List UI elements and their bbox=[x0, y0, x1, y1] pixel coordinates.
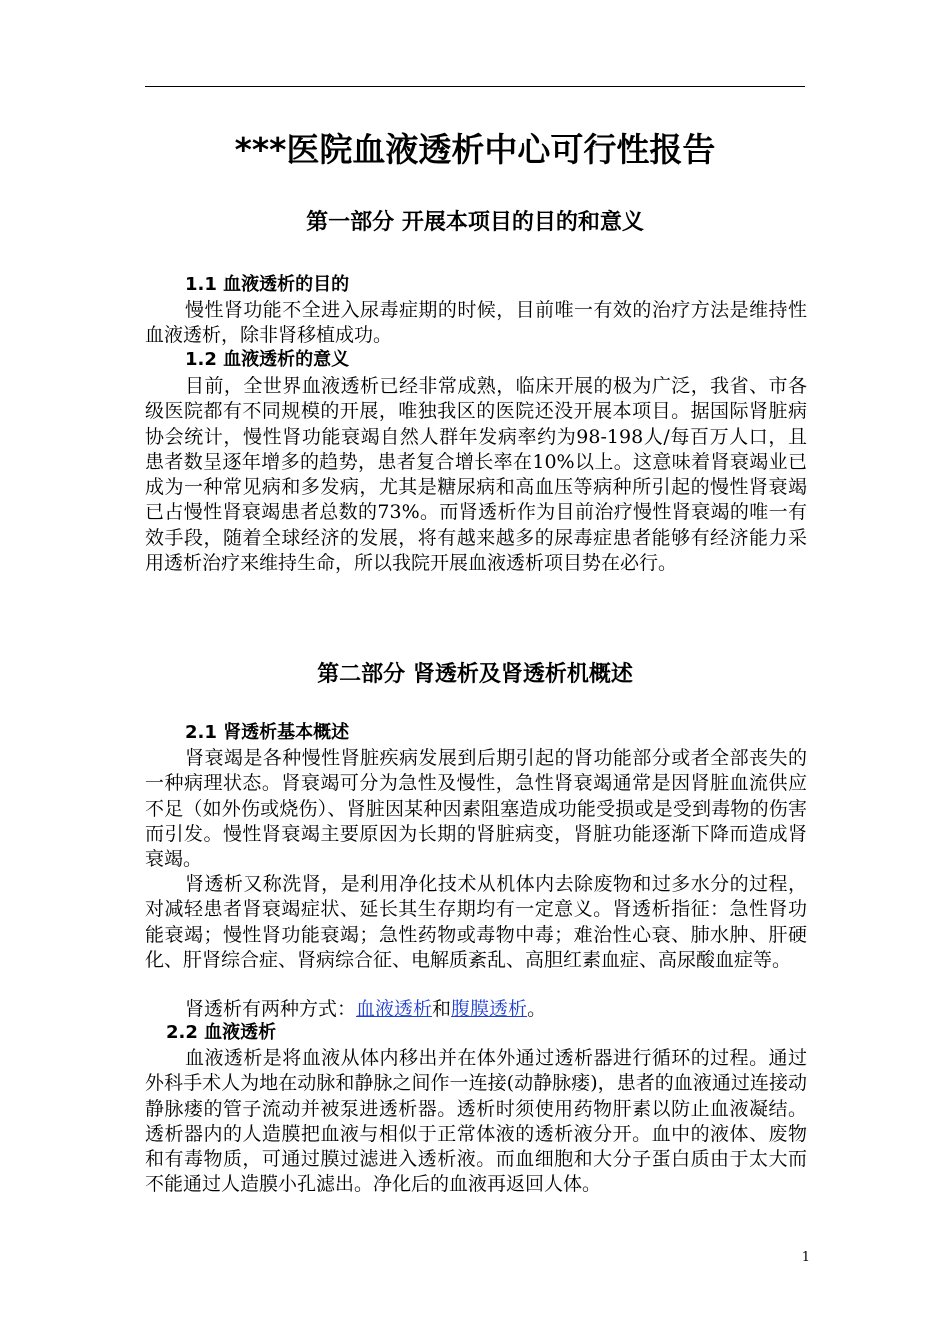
part2-title: 第二部分 肾透析及肾透析机概述 bbox=[317, 662, 633, 687]
header-rule bbox=[145, 86, 805, 87]
section-1-1-heading: 1.1 血液透析的目的 bbox=[185, 274, 350, 295]
section-1-2-heading: 1.2 血液透析的意义 bbox=[185, 349, 350, 370]
peritoneal-dialysis-link[interactable]: 腹膜透析 bbox=[451, 998, 528, 1020]
document-title: ***医院血液透析中心可行性报告 bbox=[234, 130, 716, 169]
section-2-1-para1: 肾衰竭是各种慢性肾脏疾病发展到后期引起的肾功能部分或者全部丧失的一种病理状态。肾衰竭可分为急性及慢性，急性肾衰竭通常是因肾脏血流供应不足（如外伤或烧伤）、肾脏因某种因素阻塞造成功能受损或是受到毒物的伤害而引发。慢性肾衰竭主要原因为长期的肾脏病变，肾脏功能逐渐下降而造成肾衰竭。 bbox=[145, 747, 807, 871]
part1-title: 第一部分 开展本项目的目的和意义 bbox=[306, 210, 644, 235]
section-2-2-text: 血液透析是将血液从体内移出并在体外通过透析器进行循环的过程。通过外科手术人为地在动脉和静脉之间作一连接(动静脉瘘)，患者的血液通过连接动静脉瘘的管子流动并被泵进透析器。透析时须使用药物肝素以防止血液凝结。透析器内的人造膜把血液与相似于正常体液的透析液分开。血中的液体、废物和有毒物质，可通过膜过滤进入透析液。而血细胞和大分子蛋白质由于太大而不能通过人造膜小孔滤出。净化后的血液再返回人体。 bbox=[145, 1047, 807, 1196]
section-2-1-para2: 肾透析又称洗肾，是利用净化技术从机体内去除废物和过多水分的过程，对减轻患者肾衰竭症状、延长其生存期均有一定意义。肾透析指征：急性肾功能衰竭；慢性肾功能衰竭；急性药物或毒物中毒；难治性心衰、肺水肿、肝硬化、肝肾综合症、肾病综合征、电解质紊乱、高胆红素血症、高尿酸血症等。 bbox=[145, 873, 807, 971]
hemodialysis-link[interactable]: 血液透析 bbox=[356, 998, 433, 1020]
section-2-2-heading: 2.2 血液透析 bbox=[166, 1022, 277, 1043]
para3-prefix: 肾透析有两种方式： bbox=[185, 998, 357, 1020]
page-number: 1 bbox=[801, 1250, 810, 1265]
section-2-1-para3 bbox=[145, 997, 807, 1022]
para3-and: 和 bbox=[432, 998, 452, 1020]
section-1-2-text: 目前，全世界血液透析已经非常成熟，临床开展的极为广泛，我省、市各级医院都有不同规模的开展，唯独我区的医院还没开展本项目。据国际肾脏病协会统计，慢性肾功能衰竭自然人群年发病率约为98-198人/每百万人口，且患者数呈逐年增多的趋势，患者复合增长率在10%以上。这意味着肾衰竭业已成为一种常见病和多发病，尤其是糖尿病和高血压等病种所引起的慢性肾衰竭已占慢性肾衰竭患者总数的73%。而肾透析作为目前治疗慢性肾衰竭的唯一有效手段，随着全球经济的发展，将有越来越多的尿毒症患者能够有经济能力采用透析治疗来维持生命，所以我院开展血液透析项目势在必行。 bbox=[145, 375, 807, 575]
section-2-1-heading: 2.1 肾透析基本概述 bbox=[185, 722, 350, 743]
section-1-1-text: 慢性肾功能不全进入尿毒症期的时候，目前唯一有效的治疗方法是维持性血液透析，除非肾移植成功。 bbox=[145, 299, 807, 347]
para3-suffix: 。 bbox=[527, 998, 547, 1020]
